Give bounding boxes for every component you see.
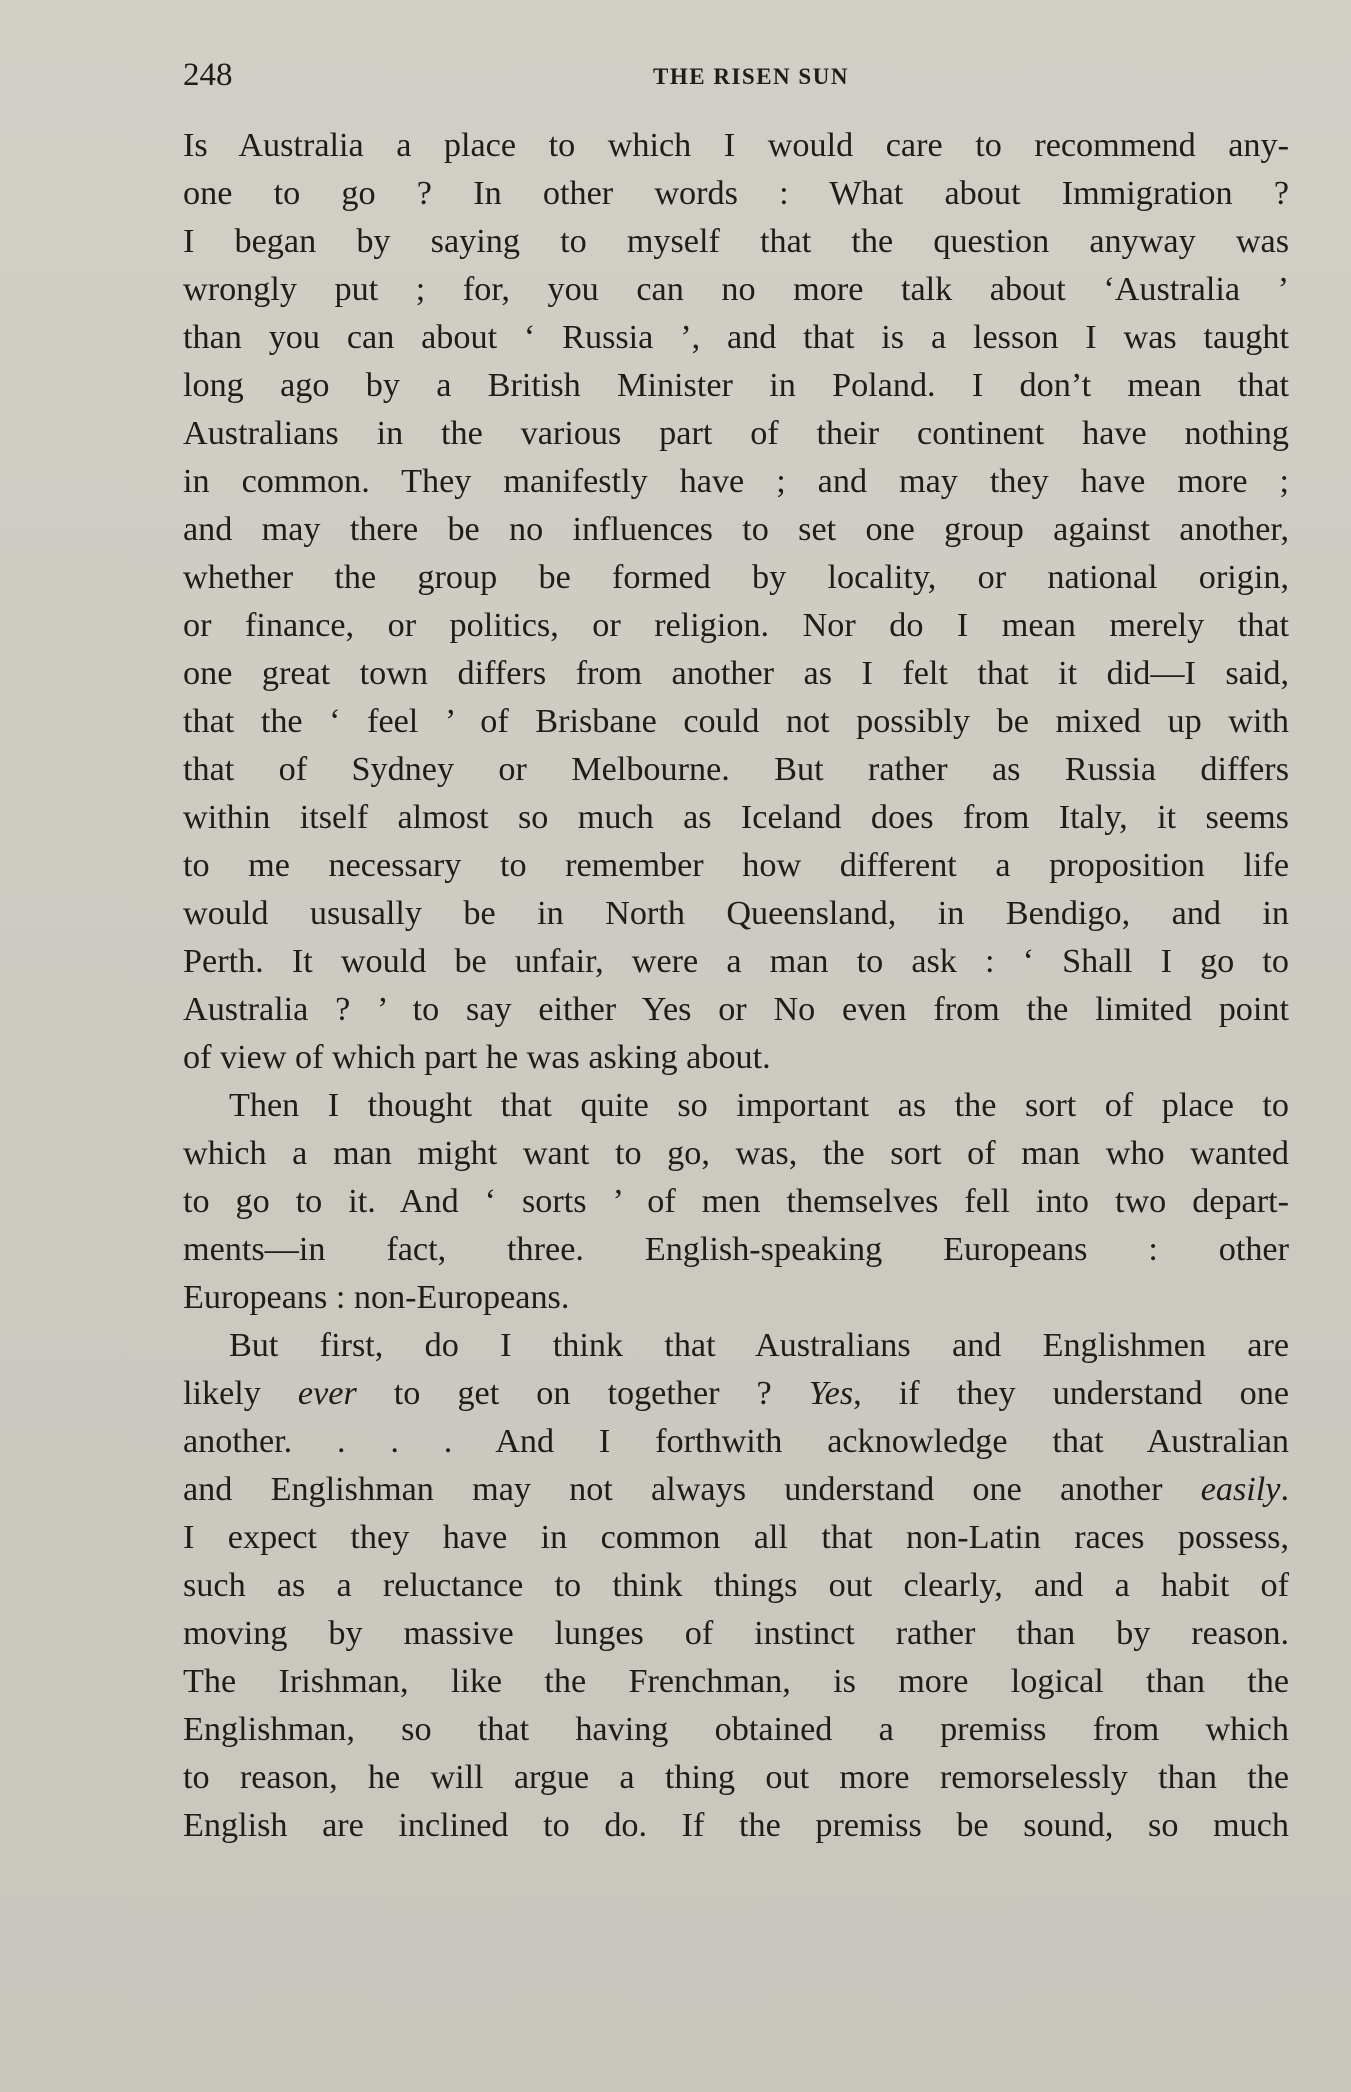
text-line: English are inclined to do. If the premiss be sound, so much [183, 1807, 1289, 1844]
italic-text: ever [297, 1375, 357, 1412]
text-line: and may there be no influences to set one group against another, [183, 511, 1289, 548]
text-line: that of Sydney or Melbourne. But rather as Russia differs [183, 751, 1289, 788]
text-line: long ago by a British Minister in Poland. I don’t mean that [183, 367, 1289, 404]
text-line: ments—in fact, three. English-speaking Europeans : other [183, 1231, 1289, 1268]
paragraph-end-line: of view of which part he was asking about. [183, 1039, 771, 1076]
text-line: Englishman, so that having obtained a premiss from which [183, 1711, 1289, 1748]
text-line: Is Australia a place to which I would care to recommend any- [183, 127, 1289, 164]
text-line: that the ‘ feel ’ of Brisbane could not possibly be mixed up with [183, 703, 1289, 740]
text-line: one great town differs from another as I felt that it did—I said, [183, 655, 1289, 692]
text-line: I expect they have in common all that non-Latin races possess, [183, 1519, 1289, 1556]
text-line: whether the group be formed by locality, or national origin, [183, 559, 1289, 596]
text-line: within itself almost so much as Iceland does from Italy, it seems [183, 799, 1289, 836]
paragraph-first-line: Then I thought that quite so important as the sort of place to [229, 1087, 1289, 1124]
text-line: such as a reluctance to think things out clearly, and a habit of [183, 1567, 1289, 1604]
running-title: THE RISEN SUN [653, 64, 849, 89]
text-line: to reason, he will argue a thing out more remorselessly than the [183, 1759, 1289, 1796]
text-line: I began by saying to myself that the question anyway was [183, 223, 1289, 260]
text-line: Australians in the various part of their continent have nothing [183, 415, 1289, 452]
text-line: would ususally be in North Queensland, in Bendigo, and in [183, 895, 1289, 932]
text-line: Perth. It would be unfair, were a man to ask : ‘ Shall I go to [183, 943, 1289, 980]
paragraph-first-line: But first, do I think that Australians and Englishmen are [229, 1327, 1289, 1364]
page-number: 248 [183, 57, 233, 93]
text-line: another. . . . And I forthwith acknowledge that Australian [183, 1423, 1289, 1460]
text-line: to go to it. And ‘ sorts ’ of men themselves fell into two depart- [183, 1183, 1289, 1220]
text-line: The Irishman, like the Frenchman, is more logical than the [183, 1663, 1289, 1700]
text-line: moving by massive lunges of instinct rather than by reason. [183, 1615, 1289, 1652]
text-line: one to go ? In other words : What about Immigration ? [183, 175, 1289, 212]
text-line: Australia ? ’ to say either Yes or No even from the limited point [183, 991, 1289, 1028]
running-head [183, 52, 1289, 98]
body-text [183, 122, 1289, 1850]
text-line: which a man might want to go, was, the sort of man who wanted [183, 1135, 1289, 1172]
text-line: than you can about ‘ Russia ’, and that is a lesson I was taught [183, 319, 1289, 356]
italic-text: easily [1200, 1471, 1281, 1508]
text-line: in common. They manifestly have ; and may they have more ; [183, 463, 1289, 500]
text-line: likely ever to get on together ? Yes, if they understand one [183, 1375, 1290, 1412]
text-line: and Englishman may not always understand one another easily. [183, 1471, 1289, 1508]
italic-text: Yes [808, 1375, 854, 1412]
text-line: or finance, or politics, or religion. Nor do I mean merely that [183, 607, 1289, 644]
paragraph-end-line: Europeans : non-Europeans. [183, 1279, 570, 1316]
text-line: to me necessary to remember how different a proposition life [183, 847, 1289, 884]
text-line: wrongly put ; for, you can no more talk about ‘Australia ’ [183, 271, 1289, 308]
